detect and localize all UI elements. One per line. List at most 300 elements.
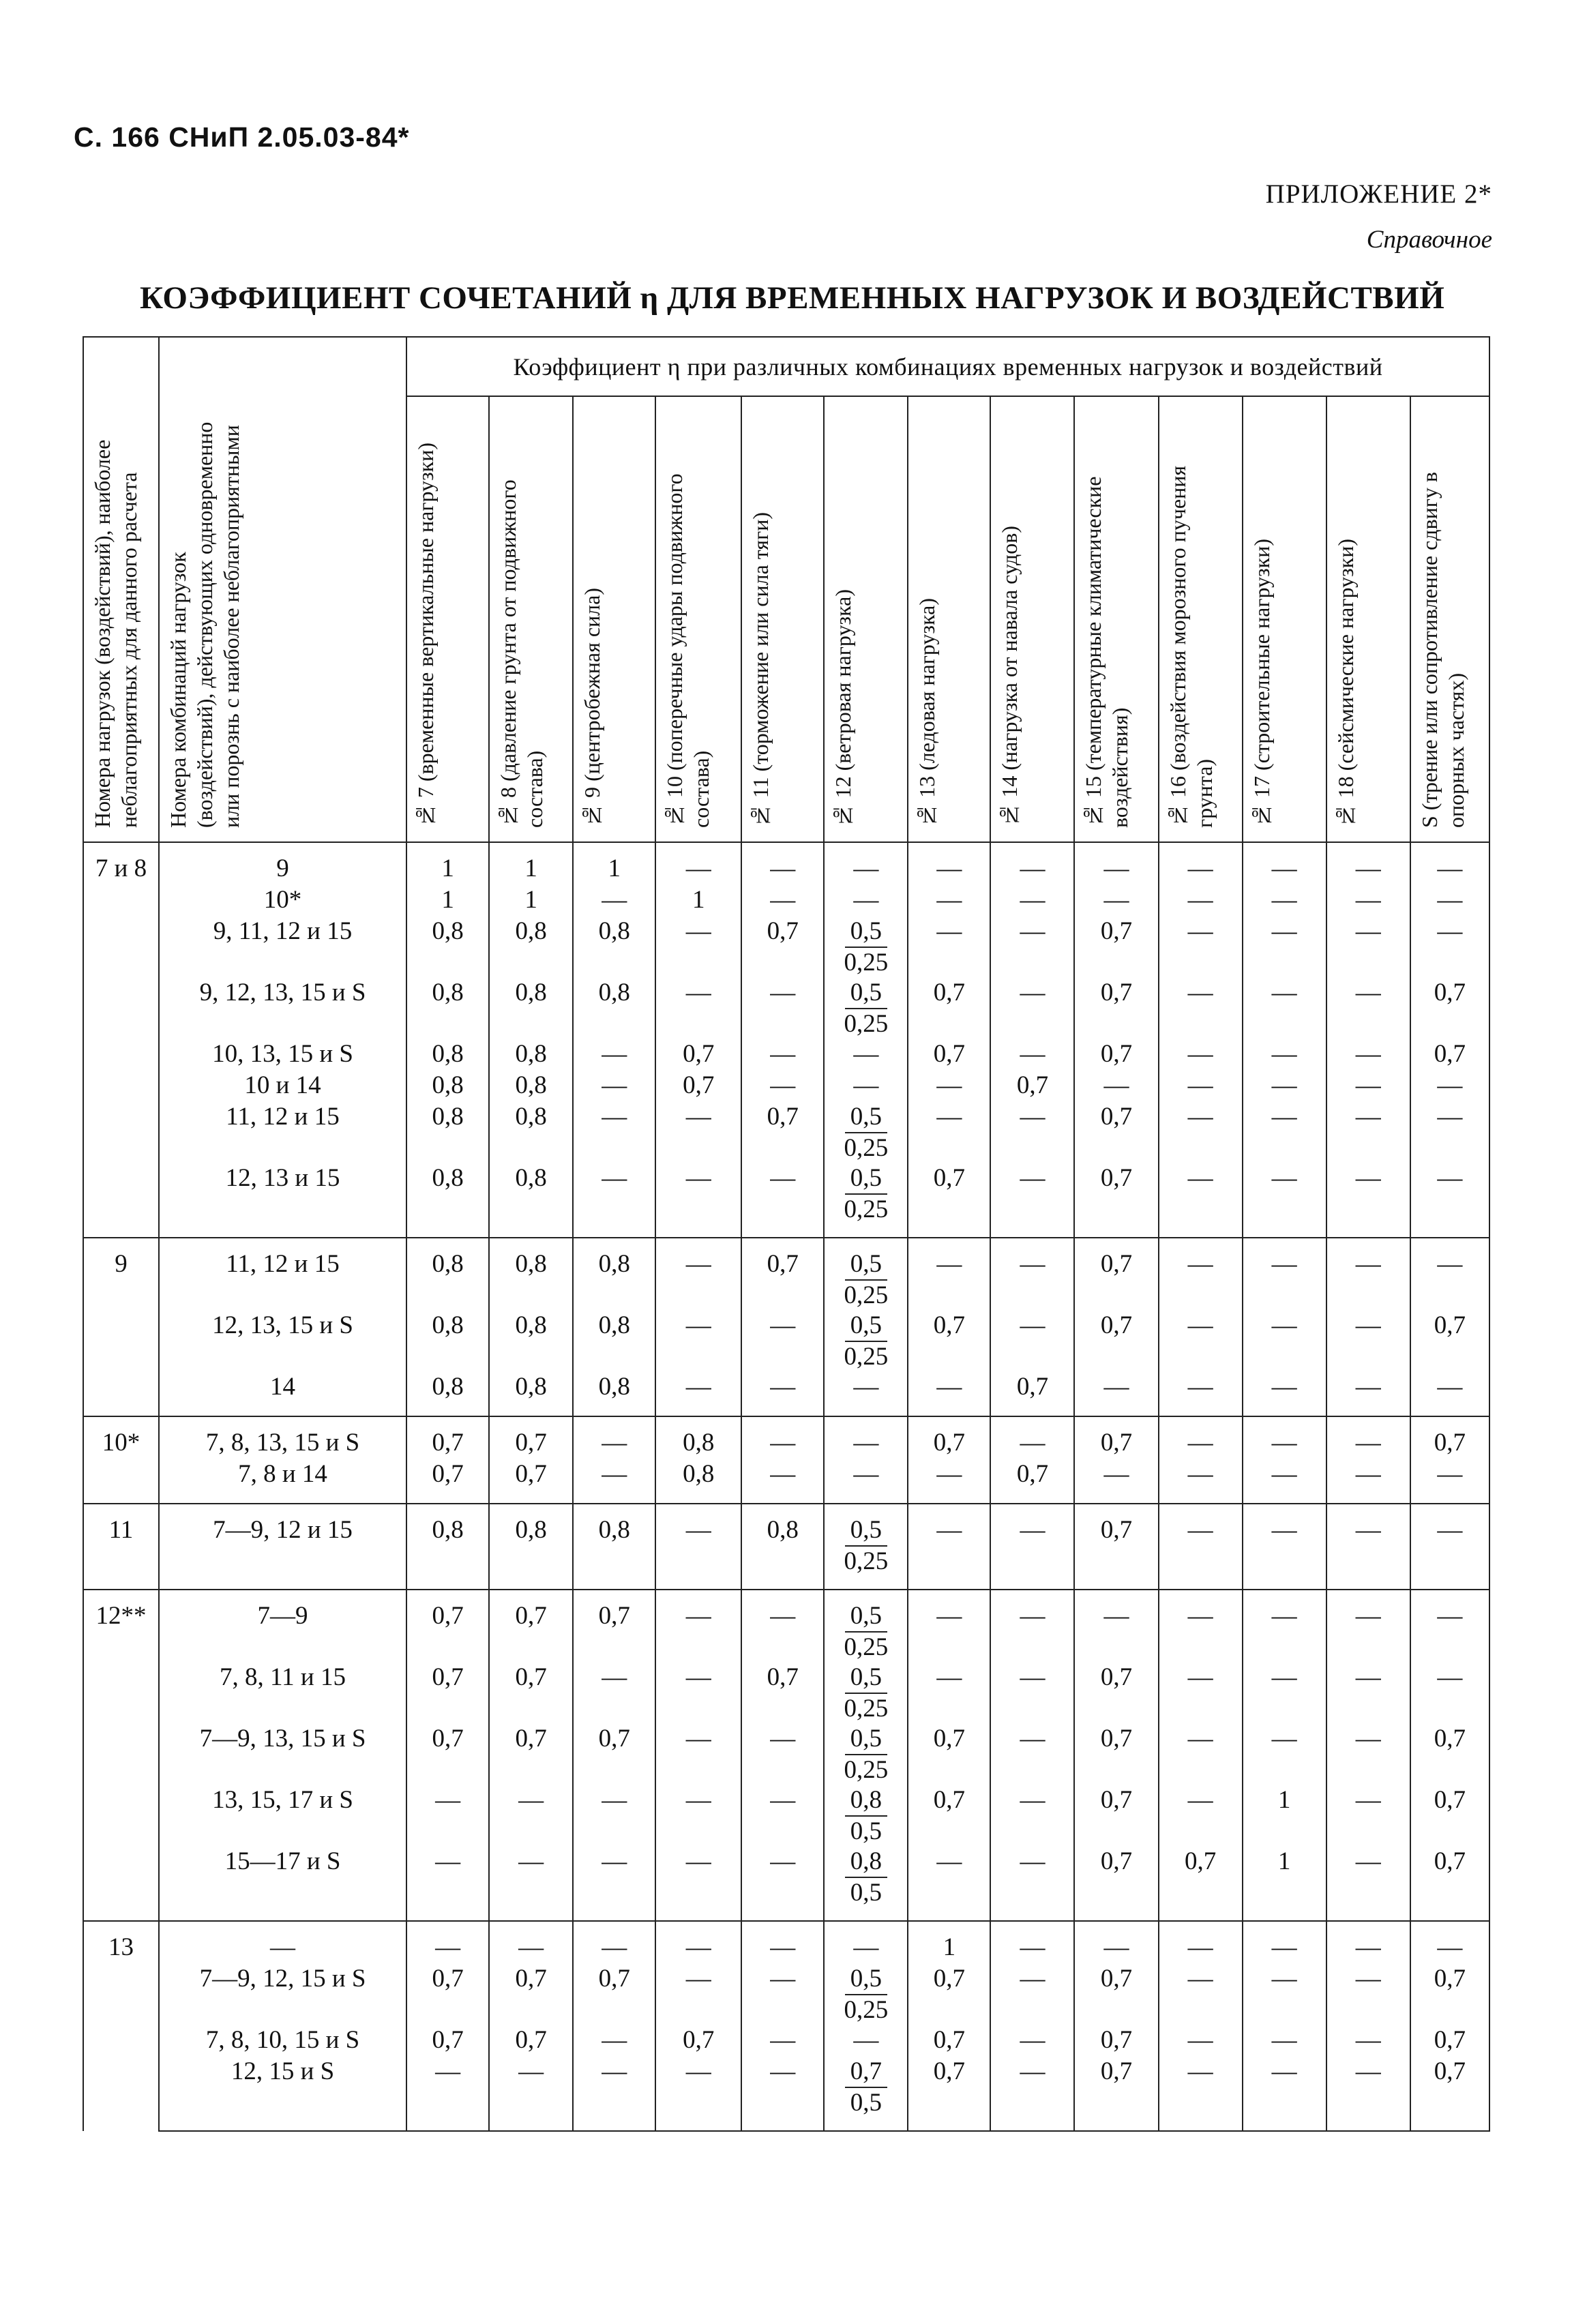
- coefficient-cell: 0,7: [990, 1071, 1074, 1102]
- coefficient-cell: —: [1243, 1311, 1326, 1372]
- coefficient-cell: 0,7: [990, 1459, 1074, 1504]
- coefficient-cell: 0,8: [741, 1504, 824, 1590]
- coefficient-cell: —: [1243, 1163, 1326, 1238]
- coefficient-cell: —: [655, 1311, 741, 1372]
- coefficient-cell: —: [1326, 2025, 1410, 2057]
- fraction-denominator: 0,25: [844, 1695, 889, 1723]
- value-column-header-text: S (трение или сопротивление сдвигу в опорных частях): [1417, 472, 1468, 828]
- coefficient-cell: 1: [573, 842, 655, 885]
- coefficient-cell: 0,7: [1074, 1504, 1158, 1590]
- coefficient-cell: —: [908, 1504, 990, 1590]
- coefficient-cell: —: [824, 1039, 908, 1071]
- fraction-numerator: 0,5: [845, 1601, 887, 1633]
- combination-cell: 7, 8, 11 и 15: [159, 1663, 406, 1724]
- table-row: [83, 1590, 1489, 1663]
- coefficient-cell: —: [990, 1921, 1074, 1964]
- coefficient-cell: 0,7: [908, 1039, 990, 1071]
- coefficient-cell: 0,8: [655, 1459, 741, 1504]
- coefficient-cell: —: [1326, 1921, 1410, 1964]
- coefficient-cell: —: [741, 885, 824, 917]
- coefficient-cell: 0,7: [1410, 2025, 1489, 2057]
- coefficient-cell: —: [573, 1785, 655, 1847]
- coefficient-cell: 0,7: [741, 1238, 824, 1311]
- coefficient-cell: 0,7: [1074, 1847, 1158, 1921]
- fraction-denominator: 0,25: [844, 1343, 889, 1371]
- coefficient-cell: —: [1243, 1238, 1326, 1311]
- combination-cell: 7, 8 и 14: [159, 1459, 406, 1504]
- coefficient-cell: —: [1243, 1071, 1326, 1102]
- coefficient-cell: —: [1410, 1163, 1489, 1238]
- coefficient-cell: —: [908, 1459, 990, 1504]
- coefficient-cell: —: [1159, 1459, 1243, 1504]
- coefficient-cell: 0,7: [573, 1590, 655, 1663]
- coefficient-cell: —: [1159, 1039, 1243, 1071]
- table-row: [83, 2057, 1489, 2131]
- coefficient-cell: [824, 1238, 908, 1311]
- fraction-value: [845, 1847, 887, 1908]
- coefficient-cell: —: [1159, 1311, 1243, 1372]
- table-row: [83, 842, 1489, 885]
- coefficient-cell: —: [824, 1372, 908, 1416]
- fraction-value: [838, 1964, 893, 2025]
- coefficient-cell: [824, 917, 908, 978]
- coefficient-cell: 0,7: [1074, 917, 1158, 978]
- fraction-denominator: 0,25: [844, 949, 889, 977]
- coefficient-cell: —: [655, 1964, 741, 2025]
- coefficient-cell: [824, 1102, 908, 1163]
- coefficient-cell: 0,7: [489, 1459, 573, 1504]
- coefficient-cell: —: [741, 1964, 824, 2025]
- coefficient-cell: —: [573, 1847, 655, 1921]
- coefficient-cell: —: [990, 978, 1074, 1039]
- coefficient-cell: —: [489, 2057, 573, 2131]
- coefficient-cell: —: [655, 842, 741, 885]
- coefficient-cell: 0,7: [908, 1311, 990, 1372]
- coefficient-cell: —: [824, 842, 908, 885]
- coefficient-cell: —: [1326, 1238, 1410, 1311]
- coefficient-cell: —: [1243, 885, 1326, 917]
- combination-cell: 10, 13, 15 и S: [159, 1039, 406, 1071]
- coefficient-cell: —: [990, 2025, 1074, 2057]
- fraction-denominator: 0,25: [844, 1134, 889, 1162]
- lead-load-cell: 7 и 8: [83, 842, 159, 1238]
- coefficient-cell: —: [1326, 842, 1410, 885]
- coefficient-cell: —: [990, 1102, 1074, 1163]
- coefficient-cell: —: [824, 1416, 908, 1459]
- coefficient-cell: —: [573, 2025, 655, 2057]
- coefficient-cell: 0,7: [1074, 1039, 1158, 1071]
- combination-cell: 12, 15 и S: [159, 2057, 406, 2131]
- coefficient-cell: —: [655, 1102, 741, 1163]
- coefficient-cell: 1: [1243, 1785, 1326, 1847]
- coefficient-cell: —: [406, 1847, 489, 1921]
- reference-label: Справочное: [1366, 226, 1492, 254]
- coefficient-cell: 1: [406, 842, 489, 885]
- coefficient-cell: —: [741, 1724, 824, 1785]
- table-row: [83, 1921, 1489, 1964]
- coefficient-cell: 0,8: [406, 1163, 489, 1238]
- coefficient-cell: 0,7: [1074, 2057, 1158, 2131]
- coefficient-cell: —: [990, 1724, 1074, 1785]
- value-column-header-text: № 15 (температурные климатические воздействия): [1081, 476, 1133, 828]
- fraction-numerator: 0,5: [845, 1515, 887, 1547]
- coefficient-cell: —: [741, 1921, 824, 1964]
- value-column-header: [655, 396, 741, 842]
- coefficient-cell: 1: [406, 885, 489, 917]
- fraction-value: [838, 1249, 893, 1311]
- coefficient-cell: 0,8: [406, 1504, 489, 1590]
- combination-cell: 7—9: [159, 1590, 406, 1663]
- fraction-value: [838, 1724, 893, 1785]
- coefficient-cell: —: [1243, 1102, 1326, 1163]
- coefficient-cell: 0,8: [489, 1039, 573, 1071]
- coefficient-cell: —: [573, 1416, 655, 1459]
- coefficient-cell: —: [1243, 1504, 1326, 1590]
- coefficient-cell: [824, 1590, 908, 1663]
- coefficient-cell: —: [1243, 1372, 1326, 1416]
- fraction-numerator: 0,8: [845, 1847, 887, 1878]
- coefficient-cell: 0,7: [908, 1416, 990, 1459]
- coefficient-cell: —: [1159, 1921, 1243, 1964]
- coefficient-cell: 0,7: [741, 1102, 824, 1163]
- coefficient-cell: —: [824, 2025, 908, 2057]
- coefficient-cell: —: [741, 1372, 824, 1416]
- coefficient-cell: —: [1074, 885, 1158, 917]
- coefficient-cell: —: [990, 2057, 1074, 2131]
- value-column-header-text: № 13 (ледовая нагрузка): [915, 598, 940, 828]
- coefficient-cell: —: [1326, 1724, 1410, 1785]
- coefficient-cell: 0,7: [1159, 1847, 1243, 1921]
- coefficient-cell: —: [741, 1785, 824, 1847]
- fraction-denominator: 0,25: [844, 1996, 889, 2024]
- table-row: [83, 1724, 1489, 1785]
- combination-cell: 11, 12 и 15: [159, 1238, 406, 1311]
- value-column-header: [990, 396, 1074, 842]
- coefficient-cell: 0,7: [1410, 1724, 1489, 1785]
- coefficient-cell: —: [741, 1459, 824, 1504]
- fraction-numerator: 0,5: [845, 1102, 887, 1133]
- coefficient-cell: 0,8: [406, 1311, 489, 1372]
- coefficient-cell: 0,7: [573, 1724, 655, 1785]
- coefficient-cell: 0,8: [406, 1372, 489, 1416]
- coefficient-cell: 0,7: [1410, 978, 1489, 1039]
- value-column-header-text: № 14 (нагрузка от навала судов): [997, 526, 1022, 828]
- coefficient-cell: —: [990, 885, 1074, 917]
- coefficient-cell: —: [1410, 1663, 1489, 1724]
- coefficient-cell: —: [1243, 1724, 1326, 1785]
- fraction-numerator: 0,5: [845, 1249, 887, 1281]
- coefficient-cell: —: [1326, 1372, 1410, 1416]
- coefficient-cell: —: [824, 885, 908, 917]
- coefficient-cell: —: [1326, 1416, 1410, 1459]
- coefficient-cell: —: [990, 1847, 1074, 1921]
- coefficient-cell: —: [741, 2057, 824, 2131]
- coefficient-cell: 0,7: [406, 1416, 489, 1459]
- coefficient-cell: —: [1410, 1071, 1489, 1102]
- coefficient-cell: —: [655, 917, 741, 978]
- coefficient-cell: —: [1326, 1102, 1410, 1163]
- coefficient-cell: —: [741, 1416, 824, 1459]
- coefficient-cell: —: [1159, 1724, 1243, 1785]
- coefficient-cell: —: [489, 1847, 573, 1921]
- coefficient-cell: —: [1326, 1163, 1410, 1238]
- fraction-denominator: 0,5: [850, 1817, 882, 1845]
- coefficient-cell: [824, 1847, 908, 1921]
- coefficient-cell: —: [1159, 978, 1243, 1039]
- fraction-numerator: 0,5: [845, 1311, 887, 1342]
- value-column-header: [1159, 396, 1243, 842]
- fraction-denominator: 0,25: [844, 1633, 889, 1661]
- value-column-header-text: № 12 (ветровая нагрузка): [831, 589, 856, 828]
- coefficient-cell: —: [1159, 1416, 1243, 1459]
- table-row: [83, 978, 1489, 1039]
- fraction-denominator: 0,5: [850, 1879, 882, 1907]
- coefficient-cell: —: [990, 1163, 1074, 1238]
- coefficient-cell: 0,7: [489, 1724, 573, 1785]
- fraction-denominator: 0,25: [844, 1756, 889, 1784]
- table-row: [83, 1372, 1489, 1416]
- fraction-denominator: 0,25: [844, 1547, 889, 1575]
- coefficient-cell: 0,7: [1074, 1785, 1158, 1847]
- coefficient-cell: —: [741, 1071, 824, 1102]
- coefficient-cell: —: [406, 1785, 489, 1847]
- coefficient-cell: 1: [655, 885, 741, 917]
- coefficient-cell: 0,8: [406, 1071, 489, 1102]
- combination-cell: 12, 13 и 15: [159, 1163, 406, 1238]
- fraction-value: [838, 1102, 893, 1163]
- fraction-value: [845, 2057, 887, 2118]
- coefficient-cell: —: [990, 1964, 1074, 2025]
- coefficient-cell: —: [655, 1372, 741, 1416]
- fraction-numerator: 0,5: [845, 1163, 887, 1195]
- coefficient-cell: —: [1326, 885, 1410, 917]
- coefficient-cell: —: [573, 2057, 655, 2131]
- value-column-header-text: № 18 (сейсмические нагрузки): [1333, 538, 1358, 828]
- table-row: [83, 1504, 1489, 1590]
- coefficient-cell: 0,7: [741, 917, 824, 978]
- coefficient-cell: —: [1410, 1238, 1489, 1311]
- coefficient-cell: —: [1159, 1504, 1243, 1590]
- coefficient-cell: —: [1074, 1372, 1158, 1416]
- coefficient-cell: —: [741, 1039, 824, 1071]
- coefficient-cell: —: [1159, 1663, 1243, 1724]
- value-column-header-text: № 8 (давление грунта от подвижного состава): [496, 479, 548, 828]
- coefficient-cell: —: [1243, 978, 1326, 1039]
- coefficient-cell: —: [1410, 1590, 1489, 1663]
- combination-cell: 7—9, 13, 15 и S: [159, 1724, 406, 1785]
- coefficient-cell: —: [1326, 1504, 1410, 1590]
- fraction-denominator: 0,25: [844, 1195, 889, 1223]
- fraction-numerator: 0,5: [845, 1964, 887, 1995]
- coefficient-cell: —: [990, 1785, 1074, 1847]
- coefficient-cell: 0,8: [573, 1311, 655, 1372]
- coefficient-cell: —: [1159, 1071, 1243, 1102]
- fraction-value: [838, 1601, 893, 1663]
- coefficient-cell: —: [655, 1238, 741, 1311]
- coefficient-cell: —: [824, 1921, 908, 1964]
- coefficient-cell: —: [824, 1071, 908, 1102]
- coefficient-cell: —: [1243, 1663, 1326, 1724]
- coefficient-cell: —: [406, 1921, 489, 1964]
- fraction-numerator: 0,5: [845, 978, 887, 1009]
- table-row: [83, 1459, 1489, 1504]
- coefficient-cell: —: [990, 1039, 1074, 1071]
- fraction-denominator: 0,25: [844, 1281, 889, 1309]
- coefficient-cell: —: [655, 978, 741, 1039]
- coefficient-cell: —: [741, 1847, 824, 1921]
- coefficient-cell: 0,8: [573, 978, 655, 1039]
- table-row: [83, 1785, 1489, 1847]
- coefficient-cell: 0,7: [406, 1964, 489, 2025]
- combo-column-header-text: Номера комбинаций нагрузок (воздействий), действующих одновременно или порознь с наиболее неблагоприятными: [165, 421, 243, 828]
- coefficient-cell: —: [1326, 1964, 1410, 2025]
- coefficient-cell: —: [1410, 885, 1489, 917]
- coefficient-cell: 0,7: [489, 2025, 573, 2057]
- coefficient-cell: [824, 1663, 908, 1724]
- lead-load-cell: 9: [83, 1238, 159, 1416]
- coefficient-cell: —: [1159, 1785, 1243, 1847]
- coefficient-cell: 0,7: [1410, 2057, 1489, 2131]
- coefficient-cell: [824, 1504, 908, 1590]
- coefficient-cell: —: [1243, 2057, 1326, 2131]
- fraction-denominator: 0,25: [844, 1010, 889, 1038]
- table-row: [83, 885, 1489, 917]
- coefficient-cell: 0,8: [573, 1238, 655, 1311]
- coefficient-cell: 0,7: [406, 1724, 489, 1785]
- coefficient-cell: —: [741, 978, 824, 1039]
- coefficient-cell: 0,7: [1410, 1847, 1489, 1921]
- coefficient-cell: —: [1326, 2057, 1410, 2131]
- coefficient-cell: —: [1159, 1964, 1243, 2025]
- fraction-numerator: 0,7: [845, 2057, 887, 2088]
- coefficient-cell: 0,7: [655, 1071, 741, 1102]
- table-row: [83, 1311, 1489, 1372]
- coefficient-cell: —: [908, 1847, 990, 1921]
- value-column-header: [406, 396, 489, 842]
- document-title: КОЭФФИЦИЕНТ СОЧЕТАНИЙ η ДЛЯ ВРЕМЕННЫХ НАГРУЗОК И ВОЗДЕЙСТВИЙ: [140, 280, 1445, 316]
- combination-cell: —: [159, 1921, 406, 1964]
- coefficient-cell: 0,7: [406, 1459, 489, 1504]
- coefficient-cell: —: [573, 1163, 655, 1238]
- coefficient-cell: —: [1410, 1921, 1489, 1964]
- table-row: [83, 1071, 1489, 1102]
- coefficient-cell: [824, 1785, 908, 1847]
- coefficient-cell: 0,7: [1410, 1785, 1489, 1847]
- coefficient-cell: —: [1243, 2025, 1326, 2057]
- table-row: [83, 1238, 1489, 1311]
- coefficient-cell: 0,7: [1074, 1724, 1158, 1785]
- coefficient-cell: —: [1159, 2057, 1243, 2131]
- fraction-value: [838, 1311, 893, 1372]
- coefficient-cell: —: [573, 1663, 655, 1724]
- coefficient-cell: 0,8: [655, 1416, 741, 1459]
- coefficient-cell: —: [655, 2057, 741, 2131]
- value-column-header: [908, 396, 990, 842]
- coefficient-cell: —: [1159, 1372, 1243, 1416]
- coefficient-cell: 0,7: [1074, 1964, 1158, 2025]
- value-column-header: [824, 396, 908, 842]
- coefficient-cell: —: [1326, 1847, 1410, 1921]
- combination-cell: 9, 12, 13, 15 и S: [159, 978, 406, 1039]
- table-row: [83, 1663, 1489, 1724]
- lead-load-cell: 11: [83, 1504, 159, 1590]
- combination-cell: 11, 12 и 15: [159, 1102, 406, 1163]
- coefficient-cell: [824, 1964, 908, 2025]
- coefficient-cell: —: [1326, 1039, 1410, 1071]
- fraction-numerator: 0,5: [845, 1724, 887, 1755]
- combination-cell: 7—9, 12, 15 и S: [159, 1964, 406, 2025]
- coefficient-cell: —: [908, 842, 990, 885]
- coefficient-cell: —: [1159, 1590, 1243, 1663]
- coefficient-cell: 0,8: [489, 917, 573, 978]
- coefficient-cell: 1: [908, 1921, 990, 1964]
- coefficient-cell: —: [1074, 1459, 1158, 1504]
- coefficient-cell: [824, 1724, 908, 1785]
- coefficient-cell: 0,8: [573, 1504, 655, 1590]
- coefficient-cell: —: [1074, 1071, 1158, 1102]
- coefficient-cell: —: [1159, 2025, 1243, 2057]
- lead-column-header: [83, 337, 159, 842]
- coefficient-cell: 0,7: [741, 1663, 824, 1724]
- coefficient-cell: —: [655, 1921, 741, 1964]
- coefficient-cell: —: [990, 1238, 1074, 1311]
- table-row: [83, 1847, 1489, 1921]
- coefficient-cell: —: [1410, 1102, 1489, 1163]
- coefficient-cell: —: [1074, 1921, 1158, 1964]
- coefficient-cell: —: [990, 1663, 1074, 1724]
- coefficient-cell: —: [908, 1372, 990, 1416]
- combination-cell: 14: [159, 1372, 406, 1416]
- value-column-header: [1243, 396, 1326, 842]
- coefficient-cell: 0,7: [908, 1964, 990, 2025]
- combination-cell: 10*: [159, 885, 406, 917]
- coefficient-cell: [824, 1163, 908, 1238]
- coefficient-cell: 0,7: [1074, 1163, 1158, 1238]
- table-row: [83, 1964, 1489, 2025]
- coefficient-cell: —: [741, 1163, 824, 1238]
- coefficient-cell: 0,7: [1074, 978, 1158, 1039]
- coefficient-cell: —: [908, 1590, 990, 1663]
- coefficient-cell: 0,7: [1410, 1416, 1489, 1459]
- fraction-value: [838, 1163, 893, 1225]
- coefficient-cell: —: [990, 842, 1074, 885]
- coefficient-cell: —: [1326, 1071, 1410, 1102]
- coefficient-cell: 0,7: [489, 1416, 573, 1459]
- fraction-value: [845, 1785, 887, 1847]
- coefficient-cell: —: [655, 1785, 741, 1847]
- coefficient-cell: 0,7: [908, 2057, 990, 2131]
- coefficient-cell: —: [573, 885, 655, 917]
- coefficient-cell: —: [489, 1921, 573, 1964]
- coefficient-cell: —: [655, 1163, 741, 1238]
- coefficient-cell: 0,8: [406, 978, 489, 1039]
- coefficient-cell: —: [1410, 1504, 1489, 1590]
- lead-column-header-text: Номера нагрузок (воздействий), наиболее неблагоприятных для данного расчета: [90, 439, 141, 828]
- coefficient-cell: —: [1410, 842, 1489, 885]
- coefficient-cell: —: [1159, 1238, 1243, 1311]
- coefficient-cell: 0,8: [489, 1071, 573, 1102]
- coefficient-cell: —: [573, 1459, 655, 1504]
- coefficient-cell: —: [908, 885, 990, 917]
- coefficient-cell: 0,7: [573, 1964, 655, 2025]
- coefficient-cell: —: [990, 1504, 1074, 1590]
- coefficient-cell: 1: [489, 842, 573, 885]
- coefficient-cell: 0,8: [406, 1102, 489, 1163]
- coefficient-cell: —: [1243, 917, 1326, 978]
- coefficient-cell: 0,8: [489, 1163, 573, 1238]
- coefficient-cell: —: [908, 1663, 990, 1724]
- coefficient-cell: —: [1326, 917, 1410, 978]
